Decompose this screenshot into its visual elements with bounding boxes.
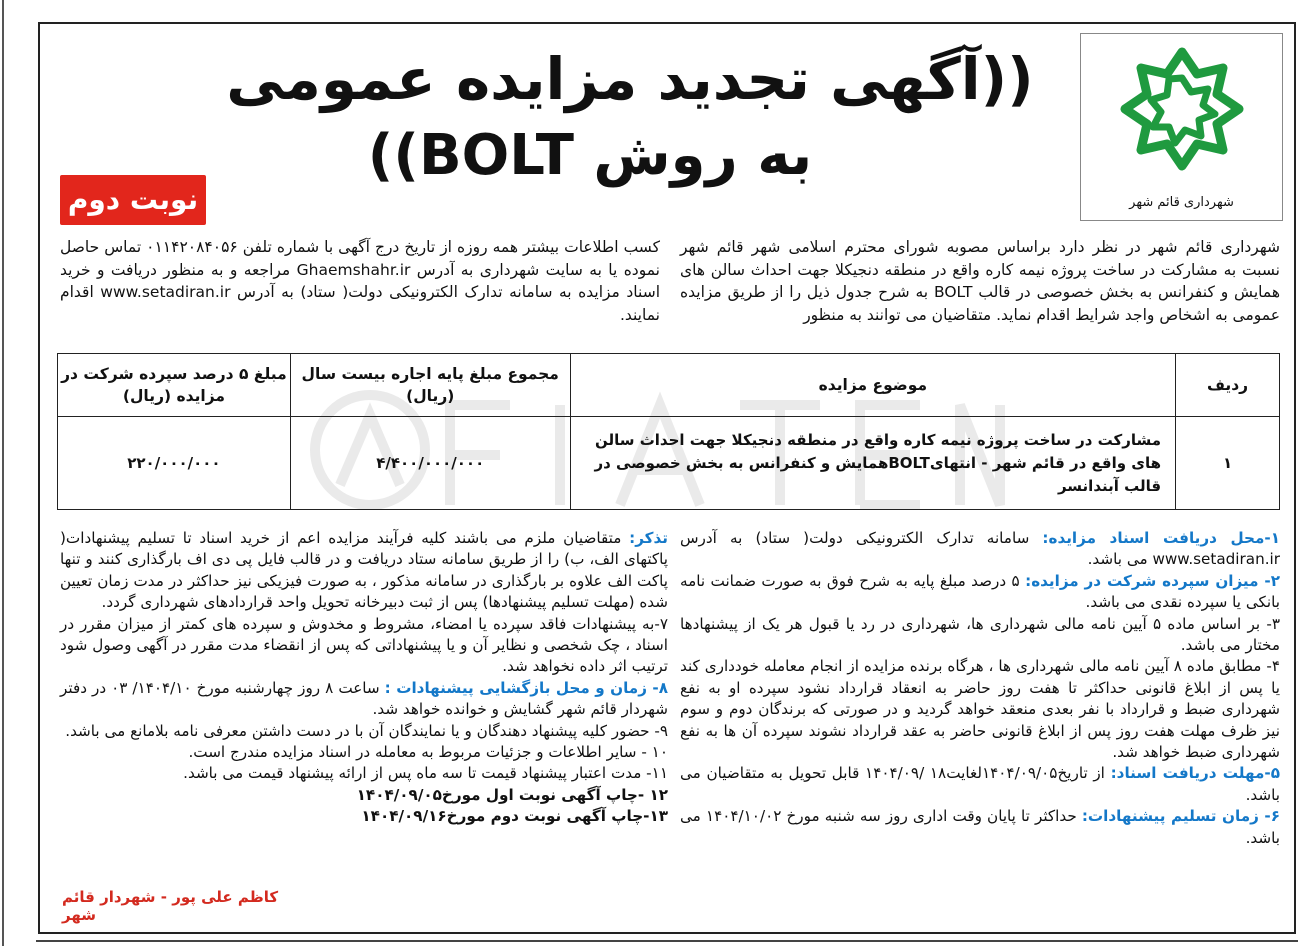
- intro-paragraph-left: کسب اطلاعات بیشتر همه روزه از تاریخ درج آگهی با شماره تلفن ۰۱۱۴۲۰۸۴۰۵۶ تماس حاصل نموده یا به سایت شهرداری به آدرس Ghaemshahr.ir مراجعه و به منظور دریافت و خرید اسناد مزایده به سامانه تدارک الکترونیکی دولت( ستاد) به آدرس www.setadiran.ir اقدام نمایند.: [60, 238, 660, 324]
- clause-12: ۱۲ -چاپ آگهی نوبت اول مورخ۱۴۰۴/۰۹/۰۵: [356, 785, 668, 804]
- notice-title-line-1: ((آگهی تجدید مزایده عمومی: [226, 45, 1034, 113]
- table-row: [58, 417, 1280, 510]
- clause-6: [680, 806, 1280, 849]
- cell-row-number: ۱: [1176, 417, 1280, 510]
- clause-1-label: ۱-محل دریافت اسناد مزایده:: [1042, 529, 1280, 547]
- note-clause: [60, 528, 668, 614]
- clause-13: ۱۳-چاپ آگهی نوبت دوم مورخ۱۴۰۴/۰۹/۱۶: [361, 807, 668, 826]
- bottom-rule: [36, 940, 1298, 942]
- header-deposit: مبلغ ۵ درصد سپرده شرکت در مزایده (ریال): [58, 354, 291, 417]
- clause-7: ۷-به پیشنهادات فاقد سپرده یا امضاء، مشروط و مخدوش و سپرده های کمتر از میزان مقرر در اسناد ، چک شخصی و نظایر آن و یا پیشنهاداتی که پس از انقضاء مدت مقرر در آگهی وصول شود ترتیب اثر داده نخواهد شد.: [60, 614, 668, 676]
- clause-11: ۱۱- مدت اعتبار پیشنهاد قیمت تا سه ماه پس از ارائه پیشنهاد قیمت می باشد.: [183, 764, 668, 783]
- clause-8-label: ۸- زمان و محل بازگشایی پیشنهادات :: [384, 678, 668, 697]
- municipality-caption: شهرداری قائم شهر: [1129, 195, 1234, 210]
- auction-table: [57, 353, 1280, 510]
- municipality-logo-icon: [1117, 44, 1247, 174]
- clause-5: [680, 763, 1280, 806]
- clause-5-label: ۵-مهلت دریافت اسناد:: [1110, 764, 1281, 783]
- second-round-badge: نوبت دوم: [60, 175, 206, 225]
- clause-1: [680, 528, 1280, 571]
- clause-2-label: ۲- میزان سپرده شرکت در مزایده:: [1025, 571, 1280, 590]
- clauses-left-column: [60, 528, 668, 828]
- clauses-right-column: [680, 528, 1280, 849]
- page-edge-line: [2, 0, 4, 946]
- clause-6-text: حداکثر تا پایان وقت اداری روز سه شنبه مورخ ۱۴۰۴/۱۰/۰۲ می باشد.: [680, 807, 1280, 847]
- clause-4: ۴- مطابق ماده ۸ آیین نامه مالی شهرداری ها ، هرگاه برنده مزایده از انجام معامله خودداری کند یا پس از ابلاغ قانونی حداکثر تا هفت روز حاضر به انعقاد قرارداد نشود سپرده او به نفع شهرداری ضبط و قرارداد با نفر بعدی منعقد خواهد گردید و در صورتی که برندگان دوم و سوم نیز ظرف مهلت هفت روز پس از ابلاغ قانونی حاضر به عقد قرارداد نشوند سپرده آن ها به نفع شهرداری ضبط خواهد شد.: [680, 657, 1281, 762]
- clause-8-text: ساعت ۸ روز چهارشنبه مورخ ۱۴۰۴/۱۰/ ۰۳ در دفتر شهردار قائم شهر گشایش و خوانده خواهد شد.: [60, 678, 668, 719]
- mayor-signature: کاظم علی پور - شهردار قائم شهر: [62, 888, 279, 924]
- cell-base-rent-sum: ۴/۴۰۰/۰۰۰/۰۰۰: [290, 417, 570, 510]
- clause-5-text: از تاریخ۱۴۰۴/۰۹/۰۵لغایت۱۸ /۱۴۰۴/۰۹ قابل تحویل به متقاضیان می باشد.: [680, 764, 1280, 804]
- header-base-rent-sum: مجموع مبلغ پایه اجاره بیست سال (ریال): [290, 354, 570, 417]
- clause-3: ۳- بر اساس ماده ۵ آیین نامه مالی شهرداری ها، شهرداری در رد یا قبول هر یک از پیشنهادها مختار می باشد.: [680, 614, 1280, 655]
- clause-2: [680, 571, 1280, 614]
- header-subject: موضوع مزایده: [570, 354, 1175, 417]
- note-text: متقاضیان ملزم می باشند کلیه فرآیند مزایده اعم از خرید اسناد تا تسلیم پیشنهادات( پاکتهای الف، ب) را از طریق سامانه ستاد دریافت و در قالب فایل پی دی اف بارگذاری کنند و تنها پاکت الف علاوه بر بارگذاری در سامانه مذکور ، به صورت فیزیکی نیز حداکثر در مدت زمان تعیین شده (مهلت تسلیم پیشنهادها) پس از ثبت دبیرخانه تحویل واحد قراردادهای شهرداری گردد.: [60, 529, 668, 612]
- clause-9: ۹- حضور کلیه پیشنهاد دهندگان و یا نمایندگان آن با در دست داشتن معرفی نامه بلامانع می باشد.: [65, 721, 668, 740]
- table-header-row: [58, 354, 1280, 417]
- cell-subject: مشارکت در ساخت پروژه نیمه کاره واقع در منطقه دنجیکلا جهت احداث سالن های واقع در قائم شهر - انتهایBOLTهمایش و کنفرانس به بخش خصوصی در قالب آبندانسر: [570, 417, 1175, 510]
- notice-title-line-2: به روش BOLT)): [367, 123, 813, 188]
- clause-2-text: ۵ درصد مبلغ پایه به شرح فوق به صورت ضمانت نامه بانکی یا سپرده نقدی می باشد.: [680, 571, 1280, 612]
- header-row-number: ردیف: [1176, 354, 1280, 417]
- clause-6-label: ۶- زمان تسلیم پیشنهادات:: [1081, 807, 1280, 826]
- clause-10: ۱۰ - سایر اطلاعات و جزئیات مربوط به معامله در اسناد مزایده مندرج است.: [188, 743, 668, 762]
- municipality-logo-box: [1080, 33, 1283, 221]
- clause-1-text: سامانه تدارک الکترونیکی دولت( ستاد) به آدرس www.setadiran.ir می باشد.: [680, 529, 1280, 569]
- cell-deposit: ۲۲۰/۰۰۰/۰۰۰: [58, 417, 291, 510]
- intro-paragraph-right: شهرداری قائم شهر در نظر دارد براساس مصوبه شورای محترم اسلامی شهر قائم شهر نسبت به مشارکت در ساخت پروژه نیمه کاره واقع در منطقه دنجیکلا جهت احداث سالن های همایش و کنفرانس به بخش خصوصی در قالب BOLT به شرح جدول ذیل را از طریق مزایده عمومی به اشخاص واجد شرایط اقدام نماید. متقاضیان می توانند به منظور: [680, 238, 1280, 324]
- note-label: تذکر:: [629, 529, 668, 547]
- clause-8: [60, 678, 668, 721]
